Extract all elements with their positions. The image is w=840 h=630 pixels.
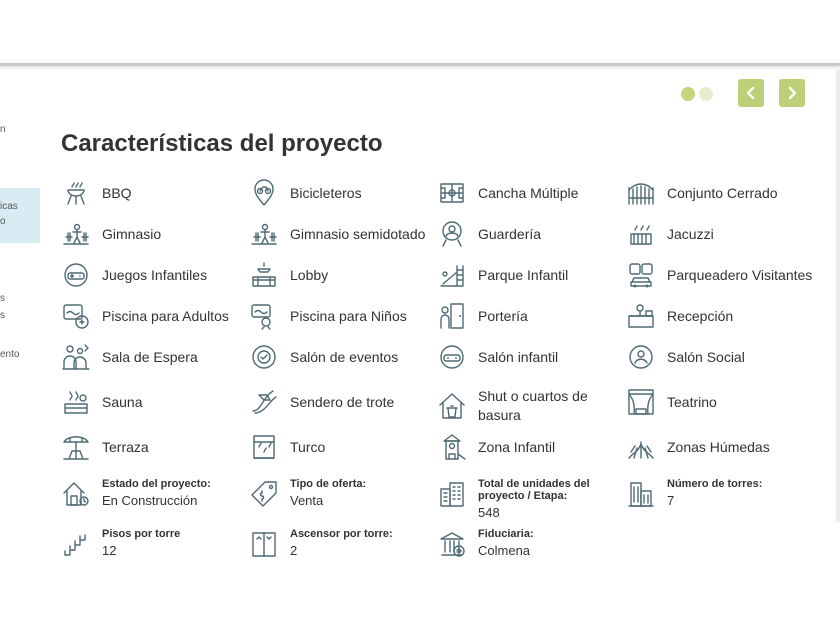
doorman-icon [437,301,467,331]
feature-label: Teatrino [667,393,717,410]
detail-key: Ascensor por torre: [290,528,393,540]
feature-item [626,387,717,417]
chevron-right-icon [785,86,799,100]
feature-label: Salón Social [667,348,745,365]
feature-label: Conjunto Cerrado [667,184,778,201]
feature-label: Salón de eventos [290,348,399,365]
trust-bank-icon [437,529,467,559]
detail-value: 548 [478,505,500,520]
section-title [61,130,382,158]
detail-value: 7 [667,493,675,508]
detail-key: Total de unidades del proyecto / Etapa: [478,478,590,502]
buildings-icon [437,479,467,509]
feature-label: Sendero de trote [290,393,395,410]
playground-icon [437,260,467,290]
sidebar-item-label[interactable]: s [0,310,5,321]
feature-label: Juegos Infantiles [102,266,208,283]
feature-item [61,342,198,372]
feature-label: Piscina para Niños [290,307,407,324]
jogging-trail-icon [249,387,279,417]
gate-icon [626,178,656,208]
sidebar-item-label[interactable]: s [0,293,5,304]
feature-label: Sala de Espera [102,348,198,365]
parking-icon [626,260,656,290]
feature-item [61,432,149,462]
feature-label: Parqueadero Visitantes [667,266,813,283]
feature-item [61,178,132,208]
feature-item [437,219,541,249]
sauna-icon [61,387,91,417]
reception-icon [626,301,656,331]
feature-item [626,260,812,290]
bicycle-icon [249,178,279,208]
feature-item [249,387,394,417]
project-detail [437,528,534,559]
feature-label: Shut o cuartos de basura [478,388,588,423]
feature-item [626,178,778,208]
feature-item [249,301,407,331]
detail-key: Pisos por torre [102,528,181,540]
feature-label: Zonas Húmedas [667,438,770,455]
sidebar-item-label[interactable]: o [0,216,6,227]
bbq-icon [61,178,91,208]
trash-room-icon [437,391,467,421]
carousel-dot[interactable] [681,87,695,101]
feature-label: Turco [290,438,326,455]
feature-label: Portería [478,307,528,324]
top-header [0,0,840,66]
feature-item [61,387,142,417]
feature-item [61,301,229,331]
feature-label: Jacuzzi [667,225,714,242]
feature-label: Sauna [102,393,143,410]
detail-value: 2 [290,543,298,558]
feature-item [437,301,528,331]
feature-label: Lobby [290,266,329,283]
gym-icon [61,219,91,249]
pool-kids-icon [249,301,279,331]
project-detail [437,478,598,520]
feature-item [249,432,325,462]
terrace-icon [61,432,91,462]
detail-key: Tipo de oferta: [290,478,367,490]
waiting-room-icon [61,342,91,372]
stairs-icon [61,529,91,559]
steam-room-icon [249,432,279,462]
feature-item [249,260,328,290]
sidebar-active-item[interactable] [0,188,40,243]
feature-label: Cancha Múltiple [478,184,579,201]
feature-label: Parque Infantil [478,266,569,283]
section-title-light: Características [61,130,240,157]
feature-item [626,432,770,462]
next-button[interactable] [779,79,805,107]
feature-item [61,219,161,249]
feature-item [437,178,578,208]
elevator-icon [249,529,279,559]
feature-label: Recepción [667,307,734,324]
kids-games-icon [61,260,91,290]
project-detail [249,528,393,559]
theater-icon [626,387,656,417]
price-tag-icon [249,479,279,509]
court-icon [437,178,467,208]
wet-zones-icon [626,432,656,462]
feature-label: Terraza [102,438,149,455]
detail-key: Número de torres: [667,478,763,490]
feature-item [249,178,362,208]
carousel-dot[interactable] [699,87,713,101]
feature-item [626,219,714,249]
pool-adults-icon [61,301,91,331]
sidebar-item-label[interactable]: icas [0,201,18,212]
feature-item [626,342,745,372]
kids-zone-icon [437,432,467,462]
feature-item [249,342,398,372]
towers-icon [626,479,656,509]
feature-item [249,219,425,249]
feature-label: Guardería [478,225,542,242]
feature-label: Piscina para Adultos [102,307,229,324]
event-hall-icon [249,342,279,372]
feature-item [626,301,733,331]
section-title-bold: del proyecto [239,130,383,157]
feature-label: Gimnasio semidotado [290,225,426,242]
project-detail [61,528,180,559]
jacuzzi-icon [626,219,656,249]
feature-item [437,260,568,290]
social-room-icon [626,342,656,372]
feature-label: BBQ [102,184,132,201]
feature-item [437,432,555,462]
feature-label: Salón infantil [478,348,559,365]
detail-value: 12 [102,543,117,558]
detail-value: Venta [290,493,324,508]
chevron-left-icon [744,86,758,100]
feature-label: Zona Infantil [478,438,556,455]
project-detail [626,478,762,509]
daycare-icon [437,219,467,249]
sidebar-item-label[interactable]: n [0,124,6,135]
feature-label: Gimnasio [102,225,162,242]
carousel-dots [681,87,713,101]
project-detail [61,478,211,509]
prev-button[interactable] [738,79,764,107]
feature-item [61,260,207,290]
detail-key: Estado del proyecto: [102,478,211,490]
scroll-edge [836,70,840,522]
lobby-icon [249,260,279,290]
project-detail [249,478,366,509]
detail-key: Fiduciaria: [478,528,534,540]
feature-item [437,342,558,372]
feature-label: Bicicleteros [290,184,362,201]
feature-item [437,387,618,425]
detail-value: En Construcción [102,493,198,508]
project-status-icon [61,479,91,509]
sidebar-item-label[interactable]: ento [0,349,20,360]
gym-icon [249,219,279,249]
detail-value: Colmena [478,543,531,558]
kids-room-icon [437,342,467,372]
sidebar [0,70,42,630]
